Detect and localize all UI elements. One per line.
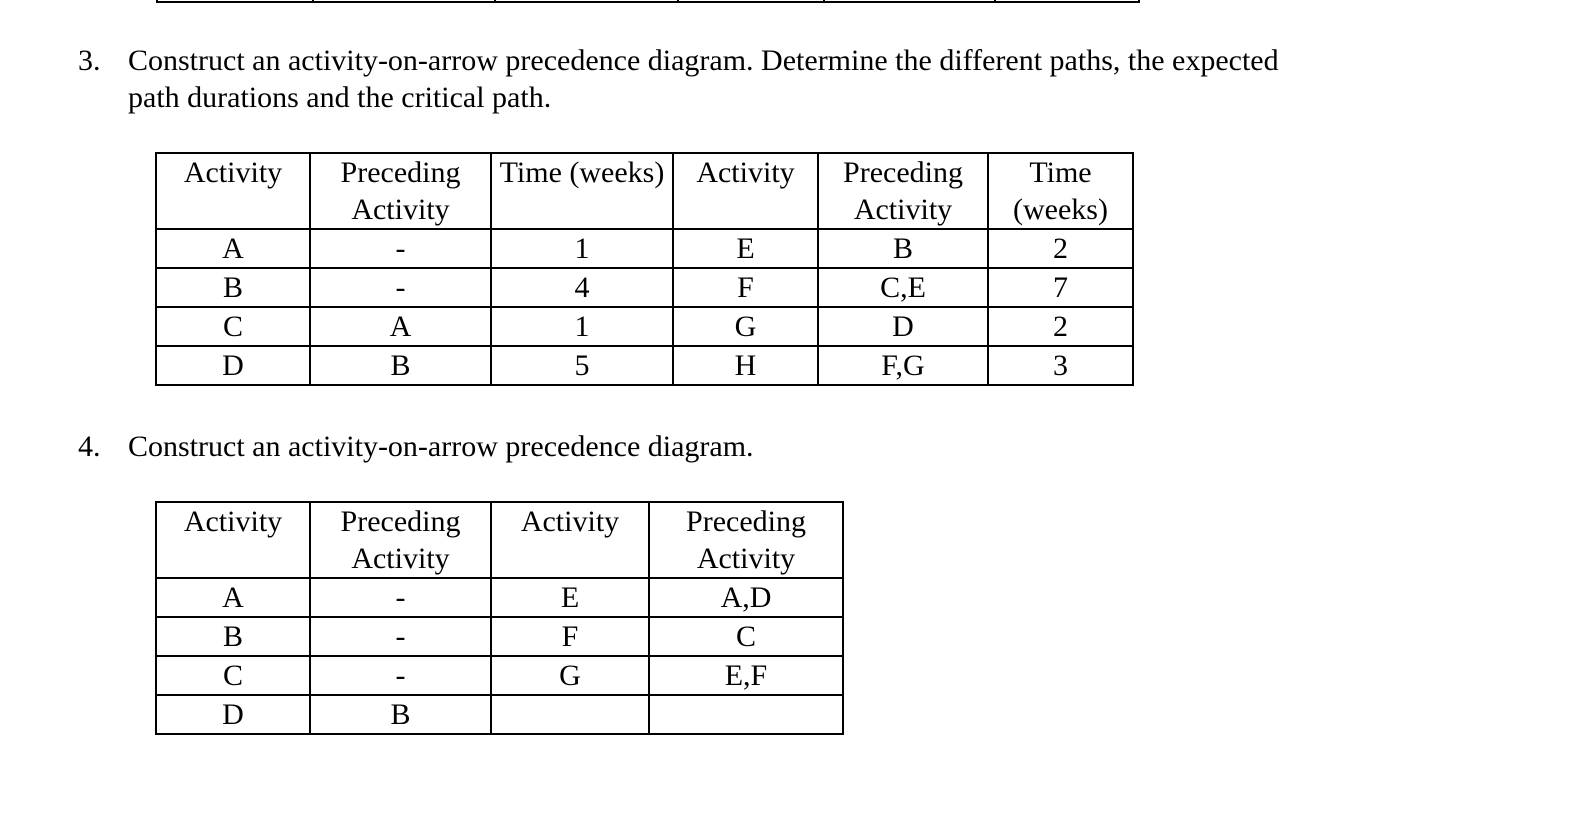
column-header-activity: Activity <box>156 502 310 578</box>
table-cell: B <box>818 229 988 268</box>
table-cell: 2 <box>988 307 1133 346</box>
previous-table-bottom-edge <box>156 0 1140 3</box>
table-row <box>156 307 1133 346</box>
table-cell: G <box>673 307 818 346</box>
table-cell: 4 <box>491 268 673 307</box>
table-cell: 5 <box>491 346 673 385</box>
column-header-time: Time (weeks) <box>491 153 673 229</box>
column-header-preceding-activity: Preceding Activity <box>310 502 491 578</box>
table-cell: D <box>156 695 310 734</box>
table-cell: F,G <box>818 346 988 385</box>
table-cell: E <box>673 229 818 268</box>
column-header-preceding-activity: Preceding Activity <box>649 502 843 578</box>
table-cell: - <box>310 578 491 617</box>
table-cell: - <box>310 656 491 695</box>
table-cell: 3 <box>988 346 1133 385</box>
table-cell: F <box>491 617 649 656</box>
table-cell: A,D <box>649 578 843 617</box>
question-4-table <box>155 501 844 735</box>
table-cell: 7 <box>988 268 1133 307</box>
table-cell: B <box>310 346 491 385</box>
table-cell <box>649 695 843 734</box>
column-header-activity: Activity <box>491 502 649 578</box>
table-cell: E,F <box>649 656 843 695</box>
table-header-row <box>156 502 843 578</box>
table-row <box>156 268 1133 307</box>
column-header-preceding-activity: Preceding Activity <box>818 153 988 229</box>
table-cell: H <box>673 346 818 385</box>
table-cell: B <box>156 268 310 307</box>
question-4-number: 4. <box>78 430 101 463</box>
table-row <box>156 578 843 617</box>
column-header-activity: Activity <box>673 153 818 229</box>
table-row <box>156 346 1133 385</box>
column-header-activity: Activity <box>156 153 310 229</box>
question-3-table <box>155 152 1134 386</box>
table-cell: 1 <box>491 307 673 346</box>
table-cell: - <box>310 617 491 656</box>
table-row <box>156 695 843 734</box>
table-cell: C <box>156 656 310 695</box>
table-cell: E <box>491 578 649 617</box>
table-cell <box>491 695 649 734</box>
table-cell: - <box>310 268 491 307</box>
table-cell: F <box>673 268 818 307</box>
table-cell: A <box>156 578 310 617</box>
table-row <box>156 229 1133 268</box>
question-3-text: Construct an activity-on-arrow precedence diagram. Determine the different paths, the expected path durations and the critical path. <box>128 44 1279 114</box>
table-cell: 2 <box>988 229 1133 268</box>
table-cell: A <box>156 229 310 268</box>
question-4-text: Construct an activity-on-arrow precedence diagram. <box>128 430 754 463</box>
table-cell: A <box>310 307 491 346</box>
table-cell: C <box>156 307 310 346</box>
table-cell: C <box>649 617 843 656</box>
table-cell: 1 <box>491 229 673 268</box>
table-row <box>156 656 843 695</box>
table-cell: B <box>156 617 310 656</box>
question-3-number: 3. <box>78 44 101 77</box>
table-cell: D <box>818 307 988 346</box>
table-cell: D <box>156 346 310 385</box>
table-header-row <box>156 153 1133 229</box>
column-header-preceding-activity: Preceding Activity <box>310 153 491 229</box>
table-cell: - <box>310 229 491 268</box>
column-header-time: Time (weeks) <box>988 153 1133 229</box>
table-cell: G <box>491 656 649 695</box>
table-cell: C,E <box>818 268 988 307</box>
table-row <box>156 617 843 656</box>
table-cell: B <box>310 695 491 734</box>
